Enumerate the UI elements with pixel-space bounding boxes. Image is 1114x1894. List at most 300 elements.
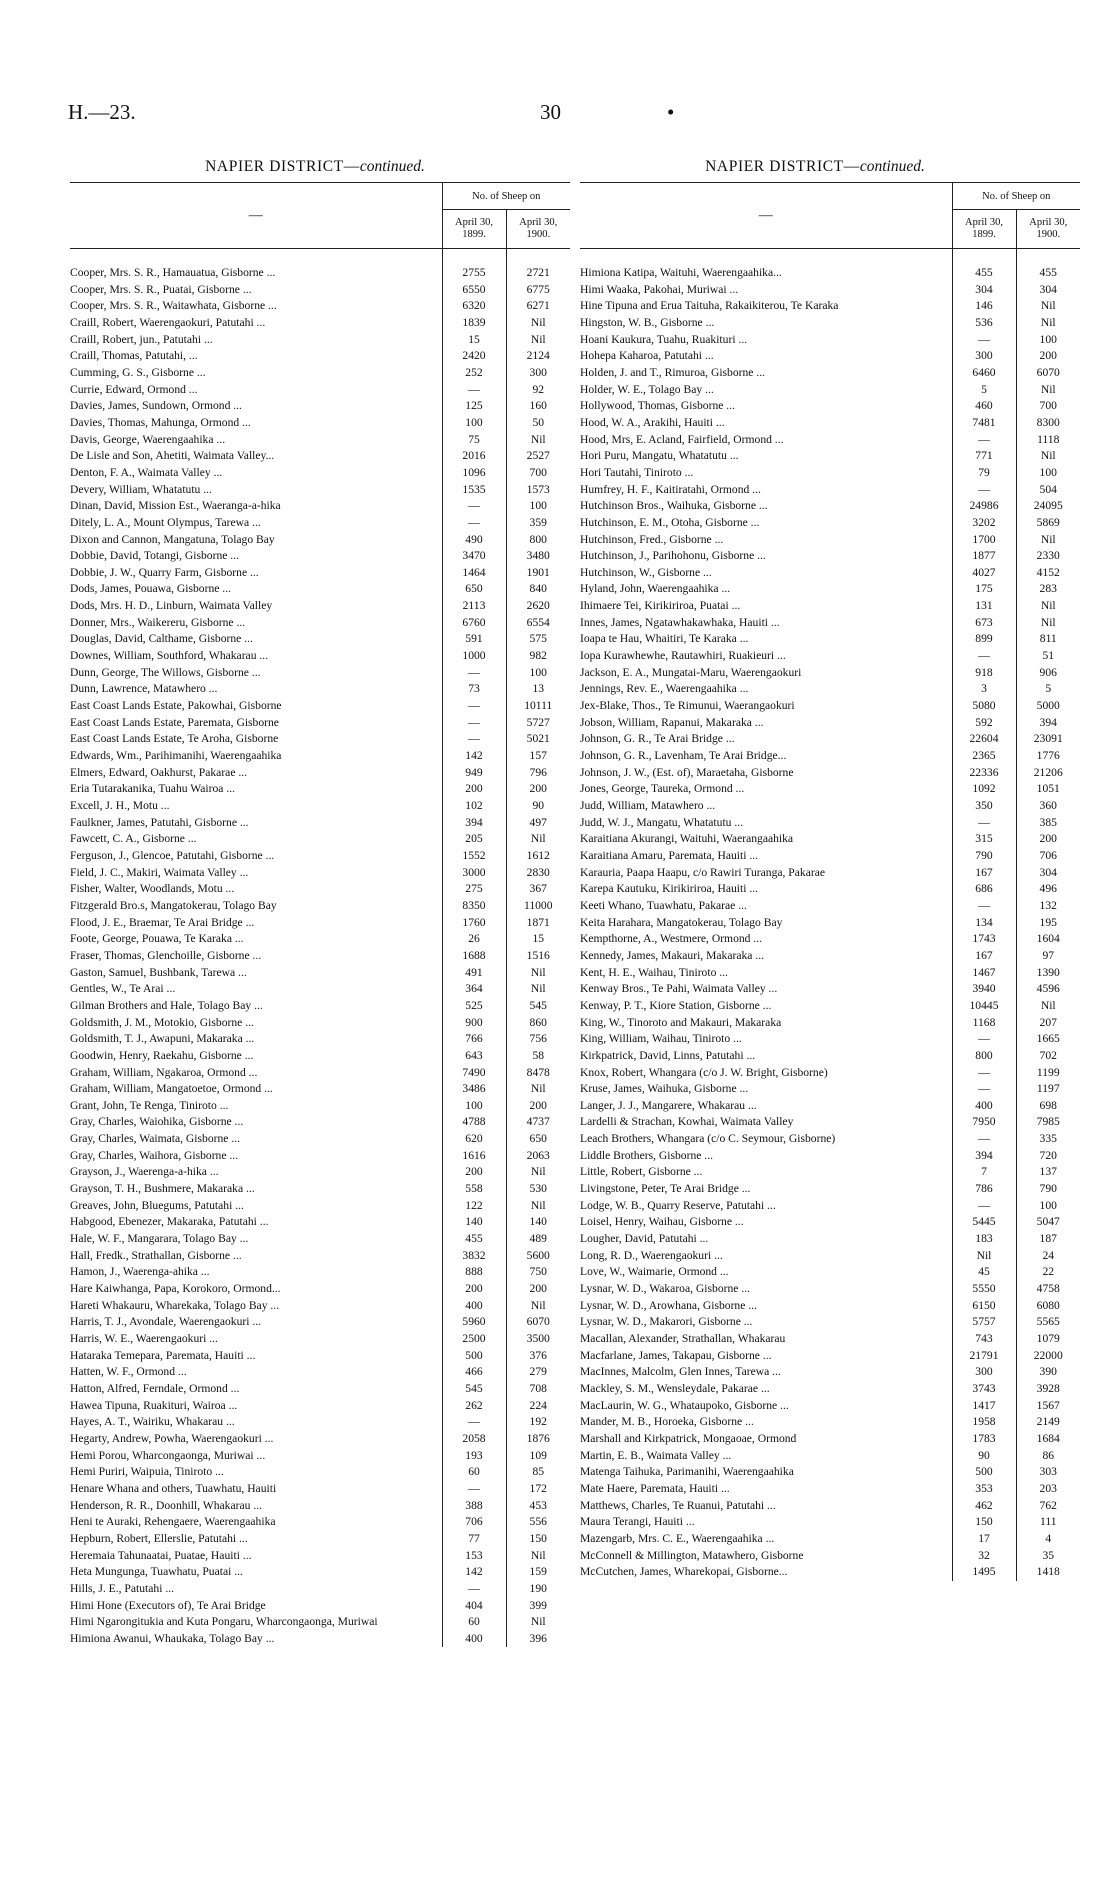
owner-name: Matenga Taihuka, Parimanihi, Waerengaahika bbox=[580, 1465, 794, 1479]
sheep-1900: 22000 bbox=[1016, 1348, 1080, 1365]
owner-name: Craill, Thomas, Patutahi, ... bbox=[70, 349, 198, 363]
owner-name: Hemi Porou, Wharcongaonga, Muriwai ... bbox=[70, 1448, 266, 1462]
owner-name: Hyland, John, Waerengaahika ... bbox=[580, 582, 731, 596]
sheep-1900: 575 bbox=[506, 631, 570, 648]
sheep-1900: 192 bbox=[506, 1414, 570, 1431]
sheep-1900: 360 bbox=[1016, 798, 1080, 815]
sheep-1899: 1417 bbox=[952, 1398, 1016, 1415]
table-row bbox=[580, 765, 1080, 782]
sheep-1899: 620 bbox=[442, 1131, 506, 1148]
owner-name: Hori Tautahi, Tiniroto ... bbox=[580, 465, 694, 479]
sheep-1899: 153 bbox=[442, 1548, 506, 1565]
table-row bbox=[70, 282, 570, 299]
sheep-1899: 786 bbox=[952, 1181, 1016, 1198]
sheep-1900: Nil bbox=[506, 1614, 570, 1631]
sheep-1900: 1051 bbox=[1016, 781, 1080, 798]
owner-column-header: — bbox=[580, 183, 952, 249]
table-row bbox=[70, 1214, 570, 1231]
table-row bbox=[70, 765, 570, 782]
sheep-1900: Nil bbox=[1016, 298, 1080, 315]
table-row bbox=[70, 1548, 570, 1565]
right-table-body bbox=[580, 249, 1080, 1581]
sheep-1899: 300 bbox=[952, 1364, 1016, 1381]
owner-name: Hataraka Temepara, Paremata, Hauiti ... bbox=[70, 1348, 256, 1362]
sheep-1900: 700 bbox=[1016, 398, 1080, 415]
sheep-1900: 489 bbox=[506, 1231, 570, 1248]
owner-name: Kenway Bros., Te Pahi, Waimata Valley ... bbox=[580, 982, 778, 996]
sheep-1900: 5 bbox=[1016, 681, 1080, 698]
sheep-1900: 4596 bbox=[1016, 981, 1080, 998]
table-row bbox=[70, 998, 570, 1015]
owner-name: Ditely, L. A., Mount Olympus, Tarewa ... bbox=[70, 515, 261, 529]
owner-name: Faulkner, James, Patutahi, Gisborne ... bbox=[70, 815, 249, 829]
sheep-1900: 200 bbox=[1016, 831, 1080, 848]
sheep-1899: 460 bbox=[952, 398, 1016, 415]
table-row bbox=[70, 615, 570, 632]
table-row bbox=[70, 1164, 570, 1181]
table-row bbox=[580, 515, 1080, 532]
owner-name: King, W., Tinoroto and Makauri, Makaraka bbox=[580, 1015, 782, 1029]
sheep-1900: Nil bbox=[506, 1548, 570, 1565]
sheep-1899: 142 bbox=[442, 1564, 506, 1581]
sheep-1900: Nil bbox=[1016, 382, 1080, 399]
owner-name: Dixon and Cannon, Mangatuna, Tolago Bay bbox=[70, 532, 275, 546]
sheep-1899: 3743 bbox=[952, 1381, 1016, 1398]
table-row bbox=[580, 1114, 1080, 1131]
table-row bbox=[580, 1464, 1080, 1481]
table-row bbox=[580, 1298, 1080, 1315]
table-row bbox=[580, 1015, 1080, 1032]
owner-name: Kenway, P. T., Kiore Station, Gisborne ... bbox=[580, 998, 772, 1012]
sheep-1900: 399 bbox=[506, 1598, 570, 1615]
table-row bbox=[580, 648, 1080, 665]
sheep-1899: 3470 bbox=[442, 548, 506, 565]
owner-name: Douglas, David, Calthame, Gisborne ... bbox=[70, 632, 253, 646]
right-section-title bbox=[575, 158, 1055, 176]
owner-name: Craill, Robert, jun., Patutahi ... bbox=[70, 332, 213, 346]
table-row bbox=[580, 298, 1080, 315]
owner-name: Heta Mungunga, Tuawhatu, Puatai ... bbox=[70, 1565, 243, 1579]
sheep-1899: 350 bbox=[952, 798, 1016, 815]
sheep-1899: 167 bbox=[952, 948, 1016, 965]
sheep-1899: 5445 bbox=[952, 1214, 1016, 1231]
table-row bbox=[580, 1564, 1080, 1581]
owner-name: Lougher, David, Patutahi ... bbox=[580, 1232, 709, 1246]
sheep-1900: 304 bbox=[1016, 865, 1080, 882]
sheep-1900: 6775 bbox=[506, 282, 570, 299]
sheep-1900: 11000 bbox=[506, 898, 570, 915]
owner-name: Field, J. C., Makiri, Waimata Valley ... bbox=[70, 865, 249, 879]
sheep-1900: Nil bbox=[506, 831, 570, 848]
owner-name: Liddle Brothers, Gisborne ... bbox=[580, 1148, 713, 1162]
table-row bbox=[70, 1464, 570, 1481]
owner-name: Heni te Auraki, Rehengaere, Waerengaahika bbox=[70, 1515, 276, 1529]
owner-name: Denton, F. A., Waimata Valley ... bbox=[70, 465, 223, 479]
table-row bbox=[580, 432, 1080, 449]
table-row bbox=[70, 1314, 570, 1331]
table-row bbox=[580, 1481, 1080, 1498]
table-row bbox=[70, 931, 570, 948]
sheep-1899: 140 bbox=[442, 1214, 506, 1231]
sheep-1900: 982 bbox=[506, 648, 570, 665]
sheep-1900: Nil bbox=[506, 432, 570, 449]
table-row bbox=[580, 1448, 1080, 1465]
sheep-1899: 400 bbox=[442, 1631, 506, 1648]
sheep-1900: 455 bbox=[1016, 265, 1080, 282]
owner-name: Hutchinson, E. M., Otoha, Gisborne ... bbox=[580, 515, 760, 529]
sheep-1900: 207 bbox=[1016, 1015, 1080, 1032]
sheep-1899: 1467 bbox=[952, 965, 1016, 982]
sheep-1900: 367 bbox=[506, 881, 570, 898]
sheep-1899: 77 bbox=[442, 1531, 506, 1548]
owner-name: King, William, Waihau, Tiniroto ... bbox=[580, 1032, 742, 1046]
table-row bbox=[70, 1015, 570, 1032]
owner-name: Downes, William, Southford, Whakarau ... bbox=[70, 649, 269, 663]
sheep-1899: — bbox=[442, 1414, 506, 1431]
sheep-1900: 111 bbox=[1016, 1514, 1080, 1531]
sheep-1899: 200 bbox=[442, 1164, 506, 1181]
sheep-1900: 702 bbox=[1016, 1048, 1080, 1065]
sheep-1899: 5550 bbox=[952, 1281, 1016, 1298]
owner-name: Fawcett, C. A., Gisborne ... bbox=[70, 832, 197, 846]
sheep-1900: 750 bbox=[506, 1264, 570, 1281]
owner-name: Judd, W. J., Mangatu, Whatatutu ... bbox=[580, 815, 744, 829]
owner-name: Iopa Kurawhewhe, Rautawhiri, Ruakieuri ... bbox=[580, 649, 786, 663]
sheep-1899: — bbox=[442, 498, 506, 515]
owner-name: Keeti Whano, Tuawhatu, Pakarae ... bbox=[580, 898, 747, 912]
sheep-1900: 1390 bbox=[1016, 965, 1080, 982]
table-row bbox=[70, 298, 570, 315]
sheep-1900: 86 bbox=[1016, 1448, 1080, 1465]
table-row bbox=[580, 631, 1080, 648]
table-row bbox=[70, 1198, 570, 1215]
sheep-1899: 200 bbox=[442, 1281, 506, 1298]
sheep-1899: 300 bbox=[952, 348, 1016, 365]
table-row bbox=[580, 781, 1080, 798]
sheep-1899: 353 bbox=[952, 1481, 1016, 1498]
sheep-1899: 899 bbox=[952, 631, 1016, 648]
table-row bbox=[70, 1631, 570, 1648]
table-row bbox=[70, 865, 570, 882]
sheep-1899: 900 bbox=[442, 1015, 506, 1032]
sheep-1899: — bbox=[952, 648, 1016, 665]
sheep-1899: 22604 bbox=[952, 731, 1016, 748]
sheep-1899: 771 bbox=[952, 448, 1016, 465]
table-row bbox=[580, 1364, 1080, 1381]
sheep-1899: 404 bbox=[442, 1598, 506, 1615]
sheep-1900: 496 bbox=[1016, 881, 1080, 898]
sheep-1899: 643 bbox=[442, 1048, 506, 1065]
sheep-1899: 125 bbox=[442, 398, 506, 415]
owner-name: Himi Ngarongitukia and Kuta Pongaru, Wharcongaonga, Muriwai bbox=[70, 1615, 378, 1629]
sheep-1899: 193 bbox=[442, 1448, 506, 1465]
sheep-1899: 455 bbox=[952, 265, 1016, 282]
sheep-1899: — bbox=[952, 815, 1016, 832]
table-row bbox=[580, 698, 1080, 715]
owner-name: Harris, W. E., Waerengaokuri ... bbox=[70, 1332, 218, 1345]
owner-name: Johnson, G. R., Te Arai Bridge ... bbox=[580, 732, 735, 746]
table-row bbox=[580, 615, 1080, 632]
table-row bbox=[580, 1414, 1080, 1431]
column-header-1900: April 30, 1900. bbox=[506, 210, 570, 249]
owner-name: Hepburn, Robert, Ellerslie, Patutahi ... bbox=[70, 1531, 248, 1545]
table-row bbox=[580, 1198, 1080, 1215]
sheep-1900: 35 bbox=[1016, 1548, 1080, 1565]
sheep-1899: 400 bbox=[952, 1098, 1016, 1115]
owner-name: Jackson, E. A., Mungatai-Maru, Waerengaokuri bbox=[580, 665, 802, 679]
owner-name: Hemi Puriri, Waipuia, Tiniroto ... bbox=[70, 1465, 224, 1479]
sheep-1899: 142 bbox=[442, 748, 506, 765]
sheep-1900: Nil bbox=[1016, 532, 1080, 549]
sheep-1900: Nil bbox=[1016, 598, 1080, 615]
sheep-1900: 160 bbox=[506, 398, 570, 415]
sheep-1899: 262 bbox=[442, 1398, 506, 1415]
left-sheep-table bbox=[70, 182, 570, 1647]
sheep-1899: 60 bbox=[442, 1614, 506, 1631]
sheep-1899: 394 bbox=[952, 1148, 1016, 1165]
table-row bbox=[70, 815, 570, 832]
table-row bbox=[70, 482, 570, 499]
table-row bbox=[580, 1431, 1080, 1448]
table-row bbox=[580, 415, 1080, 432]
owner-name: Flood, J. E., Braemar, Te Arai Bridge ... bbox=[70, 915, 255, 929]
table-row bbox=[580, 1264, 1080, 1281]
owner-name: Kennedy, James, Makauri, Makaraka ... bbox=[580, 948, 765, 962]
sheep-1900: 2063 bbox=[506, 1148, 570, 1165]
sheep-1899: 2016 bbox=[442, 448, 506, 465]
table-row bbox=[580, 865, 1080, 882]
owner-name: Lodge, W. B., Quarry Reserve, Patutahi ... bbox=[580, 1198, 776, 1212]
table-row bbox=[70, 1498, 570, 1515]
table-row bbox=[580, 1131, 1080, 1148]
left-section-title bbox=[75, 158, 555, 176]
sheep-1899: 1783 bbox=[952, 1431, 1016, 1448]
document-reference: H.—23. bbox=[68, 100, 136, 124]
table-row bbox=[580, 1148, 1080, 1165]
table-row bbox=[70, 1348, 570, 1365]
sheep-1899: 1168 bbox=[952, 1015, 1016, 1032]
owner-name: Greaves, John, Bluegums, Patutahi ... bbox=[70, 1198, 244, 1212]
owner-name: Edwards, Wm., Parihimanihi, Waerengaahika bbox=[70, 749, 282, 763]
sheep-1899: 275 bbox=[442, 881, 506, 898]
sheep-1900: Nil bbox=[506, 315, 570, 332]
sheep-1899: 100 bbox=[442, 1098, 506, 1115]
owner-name: Hatton, Alfred, Ferndale, Ormond ... bbox=[70, 1381, 240, 1395]
owner-name: Kirkpatrick, David, Linns, Patutahi ... bbox=[580, 1048, 756, 1062]
sheep-1900: 2620 bbox=[506, 598, 570, 615]
sheep-1899: 6550 bbox=[442, 282, 506, 299]
sheep-1900: 800 bbox=[506, 532, 570, 549]
sheep-1900: 172 bbox=[506, 1481, 570, 1498]
sheep-1900: 504 bbox=[1016, 482, 1080, 499]
sheep-1899: 491 bbox=[442, 965, 506, 982]
owner-name: Dobbie, J. W., Quarry Farm, Gisborne ... bbox=[70, 565, 259, 579]
owner-name: Mazengarb, Mrs. C. E., Waerengaahika ... bbox=[580, 1531, 775, 1545]
table-row bbox=[580, 798, 1080, 815]
table-row bbox=[70, 1248, 570, 1265]
table-row bbox=[70, 1531, 570, 1548]
table-row bbox=[580, 715, 1080, 732]
table-row bbox=[70, 665, 570, 682]
sheep-1899: 1958 bbox=[952, 1414, 1016, 1431]
sheep-1900: 2330 bbox=[1016, 548, 1080, 565]
sheep-1899: 6150 bbox=[952, 1298, 1016, 1315]
sheep-1899: 7 bbox=[952, 1164, 1016, 1181]
sheep-1899: 4027 bbox=[952, 565, 1016, 582]
sheep-1899: 500 bbox=[442, 1348, 506, 1365]
sheep-1899: — bbox=[952, 1081, 1016, 1098]
owner-name: Hatten, W. F., Ormond ... bbox=[70, 1365, 187, 1379]
table-row bbox=[70, 1081, 570, 1098]
sheep-1899: 462 bbox=[952, 1498, 1016, 1515]
sheep-1899: 60 bbox=[442, 1464, 506, 1481]
sheep-1899: 7490 bbox=[442, 1065, 506, 1082]
table-row bbox=[70, 781, 570, 798]
sheep-1900: 2721 bbox=[506, 265, 570, 282]
table-row bbox=[580, 981, 1080, 998]
sheep-1899: — bbox=[442, 731, 506, 748]
owner-name: Mander, M. B., Horoeka, Gisborne ... bbox=[580, 1415, 754, 1429]
sheep-1900: 13 bbox=[506, 681, 570, 698]
owner-name: Habgood, Ebenezer, Makaraka, Patutahi ... bbox=[70, 1215, 269, 1229]
owner-name: Hood, Mrs, E. Acland, Fairfield, Ormond ... bbox=[580, 432, 784, 446]
sheep-1900: 50 bbox=[506, 415, 570, 432]
table-row bbox=[580, 265, 1080, 282]
owner-name: Gray, Charles, Waihora, Gisborne ... bbox=[70, 1148, 239, 1162]
sheep-1900: 97 bbox=[1016, 948, 1080, 965]
sheep-1899: 918 bbox=[952, 665, 1016, 682]
sheep-1899: 205 bbox=[442, 831, 506, 848]
owner-name: Knox, Robert, Whangara (c/o J. W. Bright, Gisborne) bbox=[580, 1065, 828, 1079]
sheep-1900: 6271 bbox=[506, 298, 570, 315]
sheep-1899: 592 bbox=[952, 715, 1016, 732]
table-row bbox=[580, 998, 1080, 1015]
owner-name: Craill, Robert, Waerengaokuri, Patutahi ... bbox=[70, 315, 266, 329]
sheep-1900: 190 bbox=[506, 1581, 570, 1598]
printer-mark: • bbox=[667, 100, 675, 124]
table-row bbox=[70, 1281, 570, 1298]
owner-name: Excell, J. H., Motu ... bbox=[70, 799, 170, 812]
table-row bbox=[70, 1398, 570, 1415]
sheep-1899: 5 bbox=[952, 382, 1016, 399]
sheep-1900: 200 bbox=[506, 781, 570, 798]
sheep-1900: 5869 bbox=[1016, 515, 1080, 532]
sheep-1900: 453 bbox=[506, 1498, 570, 1515]
table-row bbox=[70, 1581, 570, 1598]
owner-name: Dunn, Lawrence, Matawhero ... bbox=[70, 682, 218, 696]
owner-name: Love, W., Waimarie, Ormond ... bbox=[580, 1265, 729, 1279]
owner-name: Foote, George, Pouawa, Te Karaka ... bbox=[70, 932, 244, 946]
sheep-1899: 364 bbox=[442, 981, 506, 998]
owner-name: Humfrey, H. F., Kaitiratahi, Ormond ... bbox=[580, 482, 761, 496]
sheep-1900: Nil bbox=[1016, 998, 1080, 1015]
sheep-1900: 650 bbox=[506, 1131, 570, 1148]
table-row bbox=[580, 1048, 1080, 1065]
table-row bbox=[580, 1398, 1080, 1415]
sheep-1900: 100 bbox=[1016, 1198, 1080, 1215]
sheep-1900: 394 bbox=[1016, 715, 1080, 732]
owner-name: Dunn, George, The Willows, Gisborne ... bbox=[70, 665, 261, 679]
table-row bbox=[70, 631, 570, 648]
sheep-1900: 132 bbox=[1016, 898, 1080, 915]
sheep-1900: 24 bbox=[1016, 1248, 1080, 1265]
owner-name: Maura Terangi, Hauiti ... bbox=[580, 1515, 695, 1529]
sheep-1899: 5757 bbox=[952, 1314, 1016, 1331]
column-header-1900: April 30, 1900. bbox=[1016, 210, 1080, 249]
sheep-1900: 2149 bbox=[1016, 1414, 1080, 1431]
owner-name: Hood, W. A., Arakihi, Hauiti ... bbox=[580, 415, 725, 429]
table-row bbox=[70, 915, 570, 932]
owner-name: Goodwin, Henry, Raekahu, Gisborne ... bbox=[70, 1048, 254, 1062]
right-sheep-table bbox=[580, 182, 1080, 1581]
sheep-1899: 15 bbox=[442, 332, 506, 349]
table-row bbox=[580, 731, 1080, 748]
sheep-1900: Nil bbox=[506, 1164, 570, 1181]
sheep-1900: 1079 bbox=[1016, 1331, 1080, 1348]
table-row bbox=[580, 1231, 1080, 1248]
sheep-1900: 304 bbox=[1016, 282, 1080, 299]
owner-name: Innes, James, Ngatawhakawhaka, Hauiti ... bbox=[580, 615, 780, 629]
sheep-1899: 3000 bbox=[442, 865, 506, 882]
owner-name: Hine Tipuna and Erua Taituha, Rakaikiterou, Te Karaka bbox=[580, 299, 839, 313]
owner-name: Hutchinson, W., Gisborne ... bbox=[580, 565, 712, 579]
table-row bbox=[580, 315, 1080, 332]
table-row bbox=[70, 648, 570, 665]
sheep-1900: 150 bbox=[506, 1531, 570, 1548]
table-row bbox=[70, 1514, 570, 1531]
owner-name: Kruse, James, Waihuka, Gisborne ... bbox=[580, 1082, 749, 1096]
table-row bbox=[70, 698, 570, 715]
table-row bbox=[70, 965, 570, 982]
sheep-1899: 545 bbox=[442, 1381, 506, 1398]
sheep-1899: 394 bbox=[442, 815, 506, 832]
sheep-1900: 811 bbox=[1016, 631, 1080, 648]
owner-name: Goldsmith, J. M., Motokio, Gisborne ... bbox=[70, 1015, 254, 1029]
owner-name: Dinan, David, Mission Est., Waeranga-a-hika bbox=[70, 499, 281, 513]
owner-name: Jennings, Rev. E., Waerengaahika ... bbox=[580, 682, 749, 696]
sheep-1900: 5565 bbox=[1016, 1314, 1080, 1331]
sheep-1900: Nil bbox=[1016, 615, 1080, 632]
sheep-1899: 1616 bbox=[442, 1148, 506, 1165]
sheep-1899: 3 bbox=[952, 681, 1016, 698]
sheep-1900: 15 bbox=[506, 931, 570, 948]
sheep-1899: — bbox=[952, 1131, 1016, 1148]
sheep-1900: 556 bbox=[506, 1514, 570, 1531]
sheep-1900: 335 bbox=[1016, 1131, 1080, 1148]
sheep-1900: 10111 bbox=[506, 698, 570, 715]
sheep-1900: 376 bbox=[506, 1348, 570, 1365]
table-row bbox=[580, 965, 1080, 982]
owner-name: Gentles, W., Te Arai ... bbox=[70, 982, 176, 996]
sheep-1899: 3832 bbox=[442, 1248, 506, 1265]
table-row bbox=[580, 848, 1080, 865]
sheep-1899: — bbox=[442, 698, 506, 715]
sheep-1900: 21206 bbox=[1016, 765, 1080, 782]
sheep-1900: 1118 bbox=[1016, 432, 1080, 449]
sheep-1899: 3940 bbox=[952, 981, 1016, 998]
sheep-1899: — bbox=[442, 515, 506, 532]
sheep-1900: 159 bbox=[506, 1564, 570, 1581]
table-row bbox=[70, 1598, 570, 1615]
sheep-1899: 167 bbox=[952, 865, 1016, 882]
sheep-1899: 766 bbox=[442, 1031, 506, 1048]
sheep-1900: 8300 bbox=[1016, 415, 1080, 432]
table-row bbox=[70, 265, 570, 282]
table-row bbox=[70, 1098, 570, 1115]
table-row bbox=[70, 548, 570, 565]
owner-name: Leach Brothers, Whangara (c/o C. Seymour, Gisborne) bbox=[580, 1132, 836, 1146]
table-row bbox=[70, 382, 570, 399]
